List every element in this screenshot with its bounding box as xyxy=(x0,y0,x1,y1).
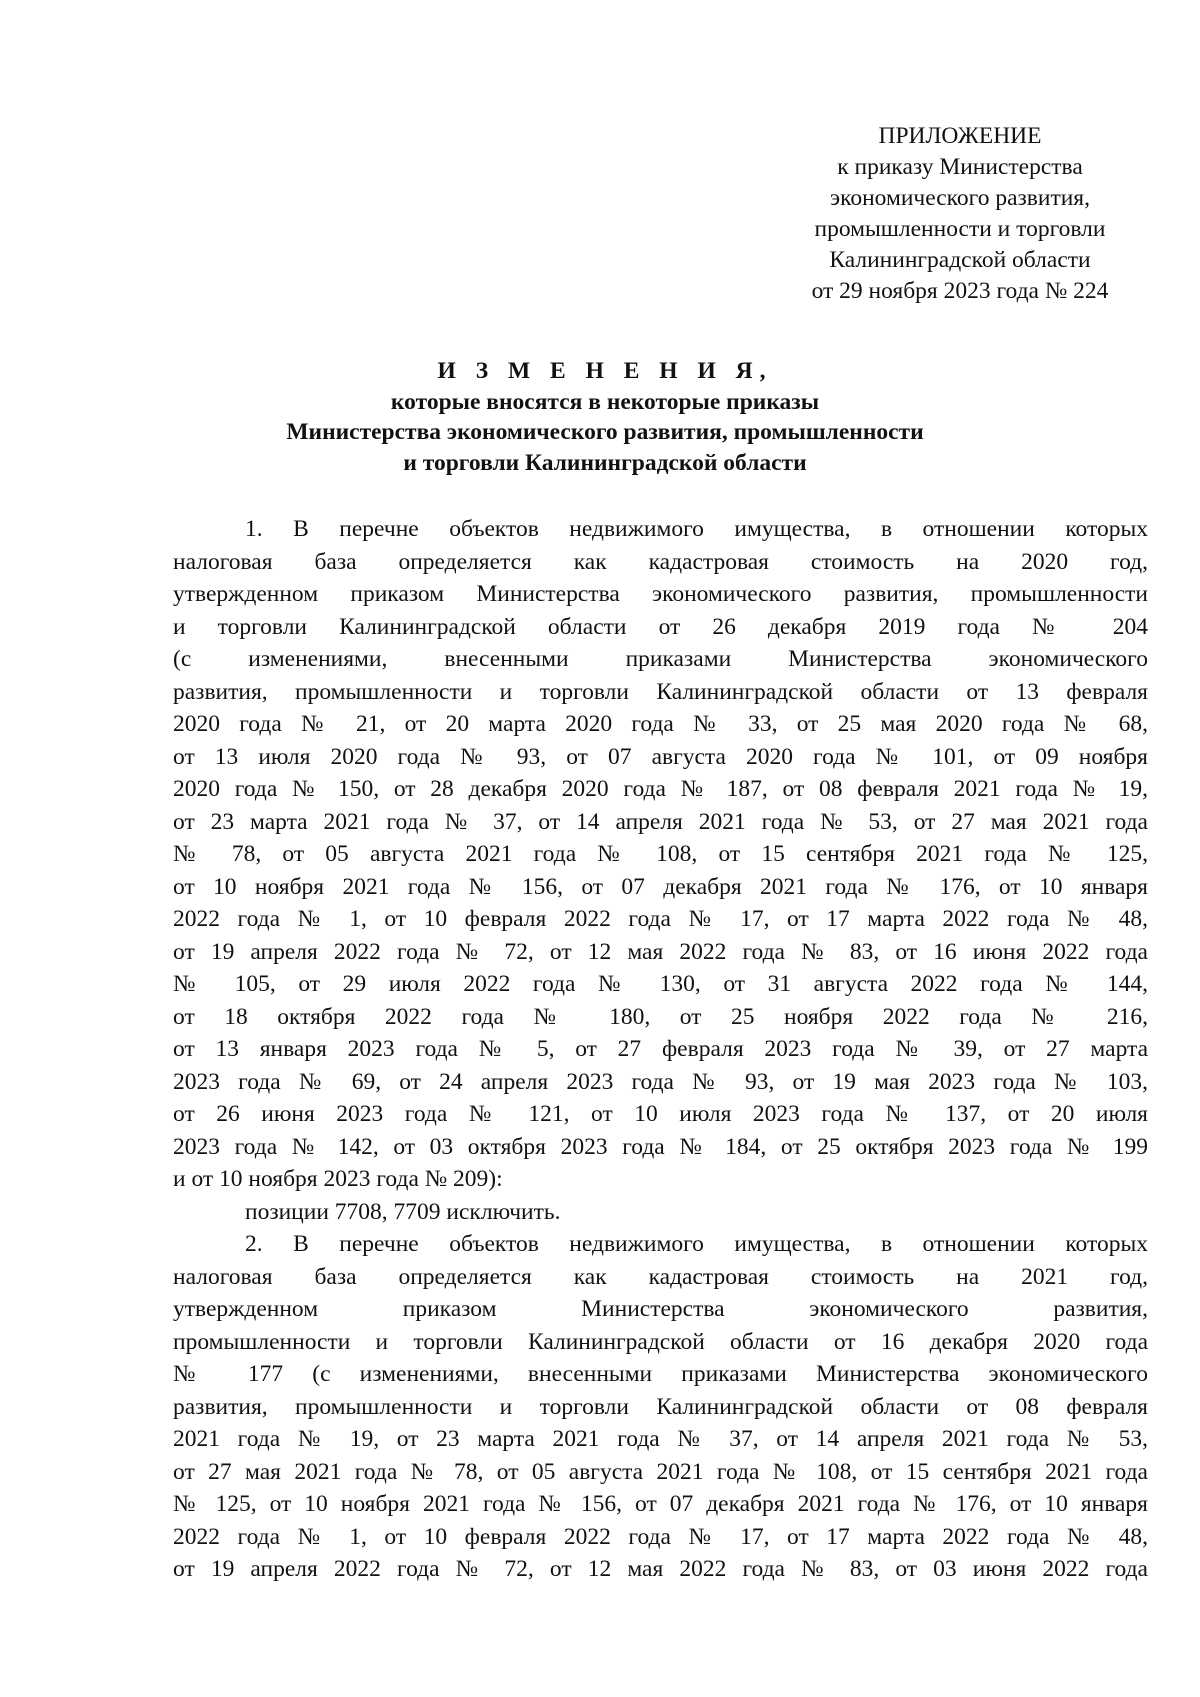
appendix-line: ПРИЛОЖЕНИЕ xyxy=(878,123,1042,149)
body-line: от 19 апреля 2022 года № 72, от 12 мая 2022 года № 83, от 03 июня 2022 года xyxy=(173,1556,1148,1582)
body-line: № 78, от 05 августа 2021 года № 108, от 15 сентября 2021 года № 125, xyxy=(173,841,1148,867)
body-line: 2023 года № 69, от 24 апреля 2023 года № 93, от 19 мая 2023 года № 103, xyxy=(173,1068,1148,1095)
body-line: 2022 года № 1, от 10 февраля 2022 года № 17, от 17 марта 2022 года № 48, xyxy=(173,1523,1148,1550)
body-line: и торговли Калининградской области от 26 декабря 2019 года № 204 xyxy=(173,613,1148,640)
body-line: налоговая база определяется как кадастровая стоимость на 2020 год, xyxy=(173,548,1148,575)
appendix-line: к приказу Министерства xyxy=(837,154,1083,180)
body-line: № 177 (с изменениями, внесенными приказами Министерства экономического xyxy=(173,1361,1148,1387)
body-line: 2020 года № 21, от 20 марта 2020 года № 33, от 25 мая 2020 года № 68, xyxy=(173,711,1148,737)
body-line: № 125, от 10 ноября 2021 года № 156, от 07 декабря 2021 года № 176, от 10 января xyxy=(173,1491,1148,1517)
heading-line: которые вносятся в некоторые приказы xyxy=(390,388,820,415)
appendix-line: от 29 ноября 2023 года № 224 xyxy=(811,278,1109,304)
appendix-header xyxy=(760,121,1160,307)
body-line: утвержденном приказом Министерства экономического развития, промышленности xyxy=(173,581,1148,607)
appendix-line: экономического развития, xyxy=(830,185,1090,211)
body-line: развития, промышленности и торговли Калининградской области от 13 февраля xyxy=(173,678,1148,705)
body-line: от 18 октября 2022 года № 180, от 25 ноября 2022 года № 216, xyxy=(173,1003,1148,1030)
body-line: налоговая база определяется как кадастровая стоимость на 2021 год, xyxy=(173,1263,1148,1290)
body-line: 2022 года № 1, от 10 февраля 2022 года № 17, от 17 марта 2022 года № 48, xyxy=(173,906,1148,932)
appendix-line: Калининградской области xyxy=(829,247,1091,273)
body-line: от 26 июня 2023 года № 121, от 10 июля 2023 года № 137, от 20 июля xyxy=(173,1101,1148,1127)
document-heading xyxy=(170,356,1040,478)
document-body xyxy=(173,513,1148,1586)
heading-title: И З М Е Н Е Н И Я, xyxy=(437,358,773,384)
body-line: от 23 марта 2021 года № 37, от 14 апреля 2021 года № 53, от 27 мая 2021 года xyxy=(173,808,1148,835)
body-line: от 27 мая 2021 года № 78, от 05 августа 2021 года № 108, от 15 сентября 2021 года xyxy=(173,1458,1148,1485)
body-line: 2020 года № 150, от 28 декабря 2020 года № 187, от 08 февраля 2021 года № 19, xyxy=(173,776,1148,802)
body-line: от 13 января 2023 года № 5, от 27 февраля 2023 года № 39, от 27 марта xyxy=(173,1036,1148,1062)
body-line: 2021 года № 19, от 23 марта 2021 года № 37, от 14 апреля 2021 года № 53, xyxy=(173,1426,1148,1452)
heading-line: Министерства экономического развития, промышленности xyxy=(286,419,924,445)
body-line: и от 10 ноября 2023 года № 209): xyxy=(173,1166,503,1192)
body-line: от 13 июля 2020 года № 93, от 07 августа 2020 года № 101, от 09 ноября xyxy=(173,743,1148,770)
heading-line: и торговли Калининградской области xyxy=(403,449,807,476)
appendix-line: промышленности и торговли xyxy=(814,216,1106,242)
body-line: утвержденном приказом Министерства экономического развития, xyxy=(173,1296,1148,1322)
body-line: от 10 ноября 2021 года № 156, от 07 декабря 2021 года № 176, от 10 января xyxy=(173,873,1148,900)
body-line: 2023 года № 142, от 03 октября 2023 года № 184, от 25 октября 2023 года № 199 xyxy=(173,1133,1148,1160)
body-line: № 105, от 29 июля 2022 года № 130, от 31 августа 2022 года № 144, xyxy=(173,971,1148,997)
body-line: (с изменениями, внесенными приказами Министерства экономического xyxy=(173,646,1148,672)
body-line: 1. В перечне объектов недвижимого имущества, в отношении которых xyxy=(245,516,1148,542)
body-line: 2. В перечне объектов недвижимого имущества, в отношении которых xyxy=(245,1231,1148,1257)
body-line: промышленности и торговли Калининградской области от 16 декабря 2020 года xyxy=(173,1328,1148,1355)
body-line: развития, промышленности и торговли Калининградской области от 08 февраля xyxy=(173,1393,1148,1420)
body-line: позиции 7708, 7709 исключить. xyxy=(245,1198,561,1225)
body-line: от 19 апреля 2022 года № 72, от 12 мая 2022 года № 83, от 16 июня 2022 года xyxy=(173,938,1148,965)
